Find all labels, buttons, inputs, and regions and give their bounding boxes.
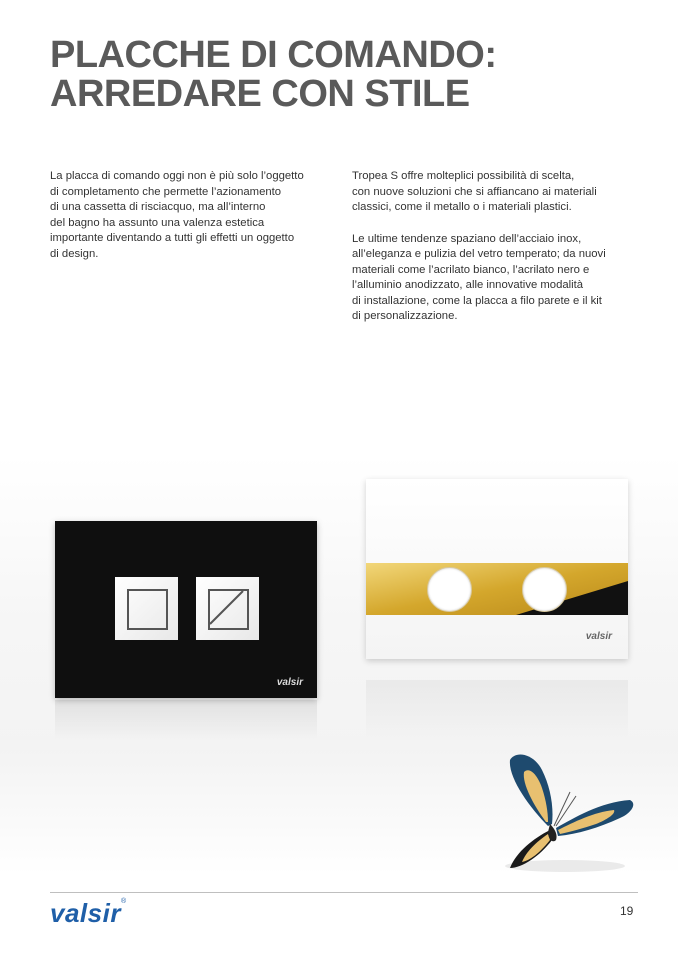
text-line: classici, come il metallo o i materiali plastici.: [352, 201, 572, 213]
text-line: all’eleganza e pulizia del vetro temperato; da nuovi: [352, 248, 606, 260]
text-line: materiali come l’acrilato bianco, l’acrilato nero e: [352, 263, 590, 276]
round-flush-button: [427, 567, 472, 612]
brand-name: valsir: [50, 898, 121, 928]
plate-reflection: [366, 680, 628, 740]
paragraph: [352, 169, 642, 216]
single-flush-button: [115, 577, 178, 640]
left-text-column: [50, 169, 340, 278]
text-line: di personalizzazione.: [352, 310, 458, 322]
text-line: di completamento che permette l’azionamento: [50, 185, 282, 198]
title-line-1: PLACCHE DI COMANDO:: [50, 34, 497, 76]
square-icon: [127, 589, 168, 630]
page-title: [50, 36, 496, 114]
text-line: importante diventando a tutti gli effetti un oggetto: [50, 232, 295, 244]
text-line: con nuove soluzioni che si affiancano ai materiali: [352, 185, 597, 198]
text-line: La placca di comando oggi non è più solo l’oggetto: [50, 170, 304, 182]
footer-divider: [50, 892, 638, 893]
gold-band: [366, 563, 628, 615]
plate-logo: valsir: [585, 631, 612, 642]
text-line: di design.: [50, 247, 99, 260]
text-line: Tropea S offre molteplici possibilità di scelta,: [352, 170, 575, 182]
plate-reflection: [55, 700, 317, 740]
text-line: di installazione, come la placca a filo parete e il kit: [352, 294, 602, 307]
text-line: Le ultime tendenze spaziano dell’acciaio inox,: [352, 232, 582, 245]
title-line-2: ARREDARE CON STILE: [50, 73, 470, 115]
text-line: del bagno ha assunto una valenza estetica: [50, 216, 265, 229]
white-gold-flush-plate: [366, 479, 628, 659]
page-number: 19: [620, 904, 634, 918]
text-line: di una cassetta di risciacquo, ma all’interno: [50, 201, 266, 213]
round-flush-button: [522, 567, 567, 612]
paragraph: [50, 169, 340, 262]
butterfly-image: [470, 748, 640, 878]
registered-mark: ®: [120, 898, 127, 905]
text-line: l’alluminio anodizzato, alle innovative modalità: [352, 279, 584, 291]
dual-flush-button: [196, 577, 259, 640]
diagonal-square-icon: [208, 589, 249, 630]
valsir-logo: [50, 898, 127, 929]
plate-logo: valsir: [276, 677, 303, 688]
paragraph: [352, 232, 642, 325]
black-flush-plate: [55, 521, 317, 698]
right-text-column: [352, 169, 642, 341]
